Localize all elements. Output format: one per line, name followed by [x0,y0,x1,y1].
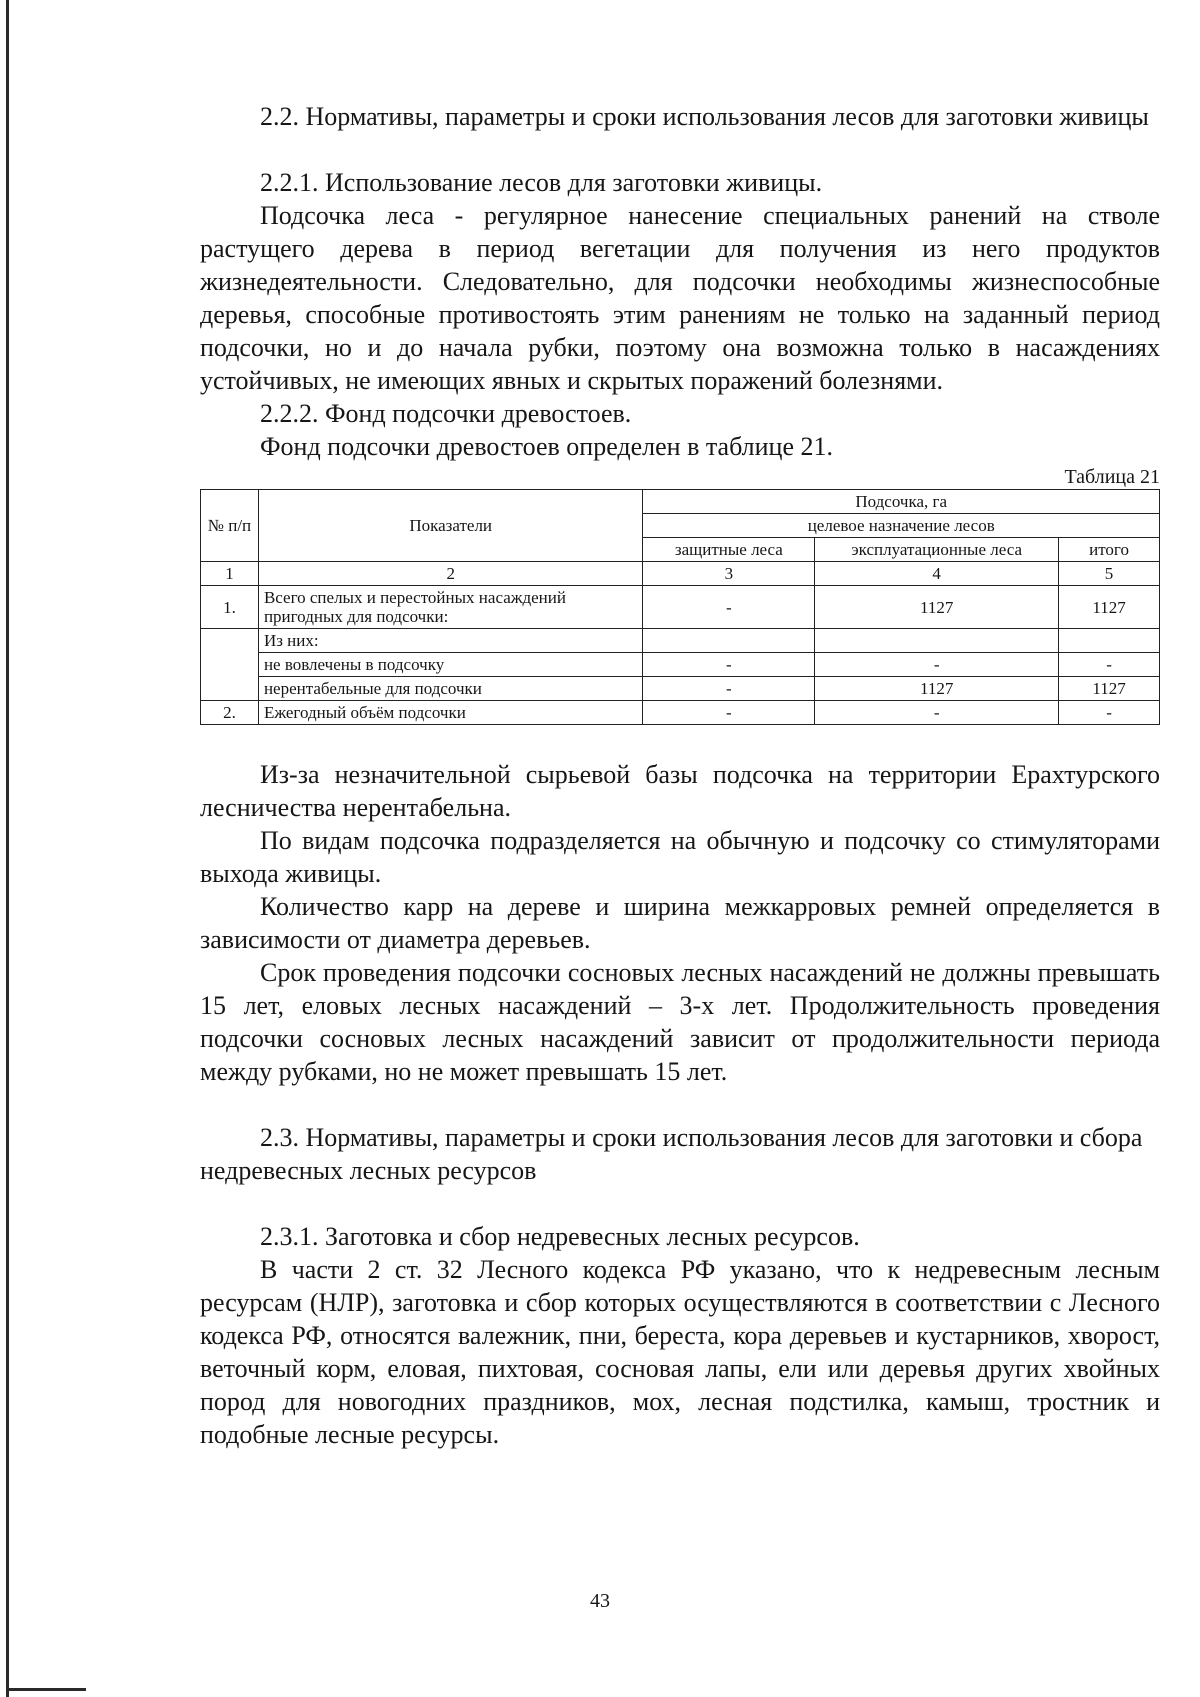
row-num: 2. [201,701,259,725]
subsection-2-2-2-title: 2.2.2. Фонд подсочки древостоев. [260,399,632,428]
paragraph-after-table-1: Из-за незначительной сырьевой базы подсочка на территории Ерахтурского лесничества нерентабельна. [200,760,1160,822]
scan-edge-left [6,0,9,1697]
row-protective: - [643,586,815,629]
row-exploitation: 1127 [815,586,1059,629]
row-label: нерентабельные для подсочки [258,677,643,701]
subsection-2-3-1-title: 2.3.1. Заготовка и сбор недревесных лесных ресурсов. [260,1222,860,1251]
colnum-cell: 2 [258,562,643,586]
colnum-cell: 4 [815,562,1059,586]
header-num: № п/п [201,490,259,562]
row-total: - [1059,653,1160,677]
row-exploitation: - [815,701,1059,725]
paragraph-after-table-2: По видам подсочка подразделяется на обычную и подсочку со стимуляторами выхода живицы. [200,826,1160,888]
row-exploitation: - [815,653,1059,677]
row-protective: - [643,653,815,677]
header-group: Подсочка, га [643,490,1160,514]
paragraph-after-table-3: Количество карр на дереве и ширина межкарровых ремней определяется в зависимости от диаметра деревьев. [200,892,1160,954]
table-header-row [201,490,1160,514]
table-row [201,677,1160,701]
row-total: 1127 [1059,677,1160,701]
row-total: 1127 [1059,586,1160,629]
header-total: итого [1059,538,1160,562]
subsection-2-3-1-text: В части 2 ст. 32 Лесного кодекса РФ указано, что к недревесным лесным ресурсам (НЛР), заготовка и сбор которых осуществляются в соответствии с Лесного кодекса РФ, относятся валежник, пни, береста, кора деревьев и кустарников, хворост, веточный корм, еловая, пихтовая, сосновая лапы, ели или деревья других хвойных пород для новогодних праздников, мох, лесная подстилка, камыш, тростник и подобные лесные ресурсы. [200,1255,1160,1449]
table-row [201,629,1160,653]
row-protective: - [643,701,815,725]
header-protective: защитные леса [643,538,815,562]
colnum-cell: 5 [1059,562,1160,586]
colnum-cell: 3 [643,562,815,586]
subsection-2-2-1-text: Подсочка леса - регулярное нанесение специальных ранений на стволе растущего дерева в период вегетации для получения из него продуктов жизнедеятельности. Следовательно, для подсочки необходимы жизнеспособные деревья, способные противостоять этим ранениям не только на заданный период подсочки, но и до начала рубки, поэтому она возможна только в насаждениях устойчивых, не имеющих явных и скрытых поражений болезнями. [200,201,1160,395]
header-subgroup: целевое назначение лесов [643,514,1160,538]
table-row [201,586,1160,629]
table-colnum-row [201,562,1160,586]
row-total [1059,629,1160,653]
row-label: не вовлечены в подсочку [258,653,643,677]
scan-edge-bottom [6,1688,86,1691]
paragraph-after-table-4: Срок проведения подсочки сосновых лесных насаждений не должны превышать 15 лет, еловых лесных насаждений – 3-х лет. Продолжительность проведения подсочки сосновых лесных насаждений зависит от продолжительности периода между рубками, но не может превышать 15 лет. [200,958,1160,1086]
section-2-2-heading: 2.2. Нормативы, параметры и сроки использования лесов для заготовки живицы [260,102,1149,131]
colnum-cell: 1 [201,562,259,586]
row-protective [643,629,815,653]
row-exploitation [815,629,1059,653]
table-row [201,653,1160,677]
header-indicators: Показатели [258,490,643,562]
table-21 [200,489,1160,725]
header-exploitation: эксплуатационные леса [815,538,1059,562]
table-caption: Таблица 21 [1064,466,1160,488]
subsection-2-2-2-text: Фонд подсочки древостоев определен в таблице 21. [260,432,834,461]
table-row [201,701,1160,725]
row-label: Ежегодный объём подсочки [258,701,643,725]
page-number: 43 [590,1590,610,1612]
row-label: Всего спелых и перестойных насаждений пригодных для подсочки: [258,586,643,629]
row-protective: - [643,677,815,701]
row-exploitation: 1127 [815,677,1059,701]
row-label: Из них: [258,629,643,653]
subsection-2-2-1-title: 2.2.1. Использование лесов для заготовки живицы. [260,168,823,197]
row-total: - [1059,701,1160,725]
row-num [201,629,259,701]
row-num: 1. [201,586,259,629]
page-content [200,100,1160,1451]
section-2-3-heading: 2.3. Нормативы, параметры и сроки использования лесов для заготовки и сбора недревесных лесных ресурсов [200,1123,1143,1185]
